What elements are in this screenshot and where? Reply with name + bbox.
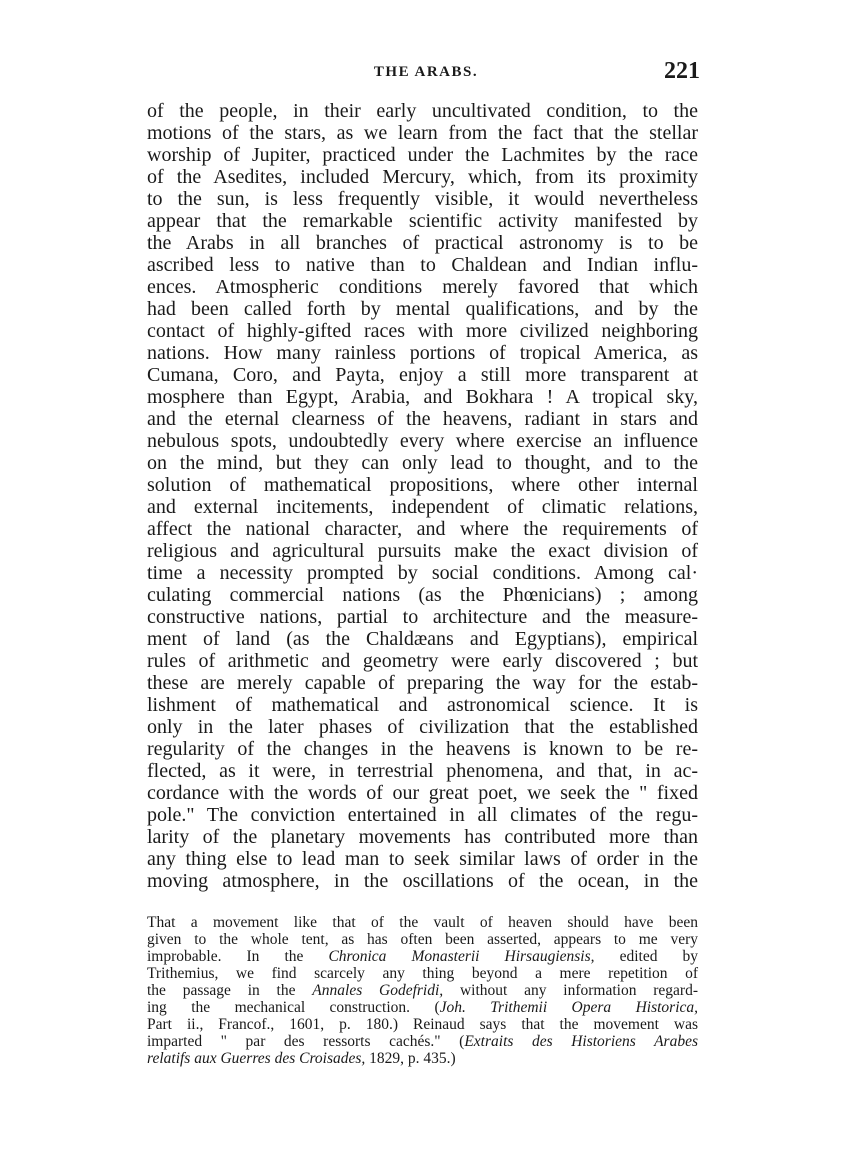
work-title-chronica: Chronica Monasterii Hirsaugiensis, — [328, 948, 595, 965]
body-line: on the mind, but they can only lead to thought, and to the — [147, 452, 698, 474]
footnote-text: imparted " par des ressorts cachés." ( — [147, 1033, 465, 1050]
body-line: affect the national character, and where the requirements of — [147, 518, 698, 540]
body-line: nebulous spots, undoubtedly every where exercise an influence — [147, 430, 698, 452]
body-line: had been called forth by mental qualifications, and by the — [147, 298, 698, 320]
footnote-text: 1829, p. 435.) — [365, 1050, 456, 1067]
running-title: THE ARABS. — [373, 64, 479, 80]
body-line: these are merely capable of preparing the way for the estab- — [147, 672, 698, 694]
body-line: ascribed less to native than to Chaldean and Indian influ- — [147, 254, 698, 276]
footnote-line — [147, 1050, 698, 1067]
footnote-line — [147, 982, 698, 999]
body-line: moving atmosphere, in the oscillations of the ocean, in the — [147, 870, 698, 892]
body-line: any thing else to lead man to seek similar laws of order in the — [147, 848, 698, 870]
body-line: motions of the stars, as we learn from the fact that the stellar — [147, 122, 698, 144]
footnote-line — [147, 948, 698, 965]
footnote — [147, 914, 698, 1067]
body-line: culating commercial nations (as the Phœnicians) ; among — [147, 584, 698, 606]
footnote-text: improbable. In the — [147, 948, 329, 965]
body-text — [147, 100, 698, 892]
body-line: and the eternal clearness of the heavens, radiant in stars and — [147, 408, 698, 430]
footnote-line: Part ii., Francof., 1601, p. 180.) Reinaud says that the movement was — [147, 1016, 698, 1033]
footnote-line — [147, 1033, 698, 1050]
body-line: of the Asedites, included Mercury, which, from its proximity — [147, 166, 698, 188]
body-line: mosphere than Egypt, Arabia, and Bokhara ! A tropical sky, — [147, 386, 698, 408]
body-line: regularity of the changes in the heavens is known to be re- — [147, 738, 698, 760]
work-title-trithemii: Joh. Trithemii Opera Historica, — [439, 999, 699, 1016]
work-title-extraits: Extraits des Historiens Arabes — [464, 1033, 699, 1050]
body-line: solution of mathematical propositions, where other internal — [147, 474, 698, 496]
footnote-text: without any information regard- — [443, 982, 698, 999]
body-line: appear that the remarkable scientific activity manifested by — [147, 210, 698, 232]
body-line: and external incitements, independent of climatic relations, — [147, 496, 698, 518]
body-line: the Arabs in all branches of practical astronomy is to be — [147, 232, 698, 254]
body-line: religious and agricultural pursuits make the exact division of — [147, 540, 698, 562]
body-line: of the people, in their early uncultivated condition, to the — [147, 100, 698, 122]
body-line: worship of Jupiter, practiced under the Lachmites by the race — [147, 144, 698, 166]
body-line: Cumana, Coro, and Payta, enjoy a still more transparent at — [147, 364, 698, 386]
body-line: to the sun, is less frequently visible, it would nevertheless — [147, 188, 698, 210]
footnote-text: ing the mechanical construction. ( — [147, 999, 440, 1016]
body-line: larity of the planetary movements has contributed more than — [147, 826, 698, 848]
footnote-line: That a movement like that of the vault of heaven should have been — [147, 914, 698, 931]
footnote-text: the passage in the — [147, 982, 313, 999]
body-line: ences. Atmospheric conditions merely favored that which — [147, 276, 698, 298]
footnote-line: given to the whole tent, as has often been asserted, appears to me very — [147, 931, 698, 948]
page-number: 221 — [664, 58, 700, 84]
body-line: contact of highly-gifted races with more civilized neighboring — [147, 320, 698, 342]
footnote-line: Trithemius, we find scarcely any thing beyond a mere repetition of — [147, 965, 698, 982]
body-line: cordance with the words of our great poet, we seek the " fixed — [147, 782, 698, 804]
running-header — [148, 58, 704, 88]
body-line: ment of land (as the Chaldæans and Egyptians), empirical — [147, 628, 698, 650]
body-line: flected, as it were, in terrestrial phenomena, and that, in ac- — [147, 760, 698, 782]
footnote-line — [147, 999, 698, 1016]
work-title-croisades: relatifs aux Guerres des Croisades, — [147, 1050, 366, 1067]
body-line: lishment of mathematical and astronomical science. It is — [147, 694, 698, 716]
body-line: rules of arithmetic and geometry were early discovered ; but — [147, 650, 698, 672]
work-title-annales: Annales Godefridi, — [312, 982, 444, 999]
body-line: pole." The conviction entertained in all climates of the regu- — [147, 804, 698, 826]
body-line: nations. How many rainless portions of tropical America, as — [147, 342, 698, 364]
body-line: constructive nations, partial to architecture and the measure- — [147, 606, 698, 628]
footnote-text: edited by — [594, 948, 698, 965]
body-line: only in the later phases of civilization that the established — [147, 716, 698, 738]
body-line: time a necessity prompted by social conditions. Among cal· — [147, 562, 698, 584]
